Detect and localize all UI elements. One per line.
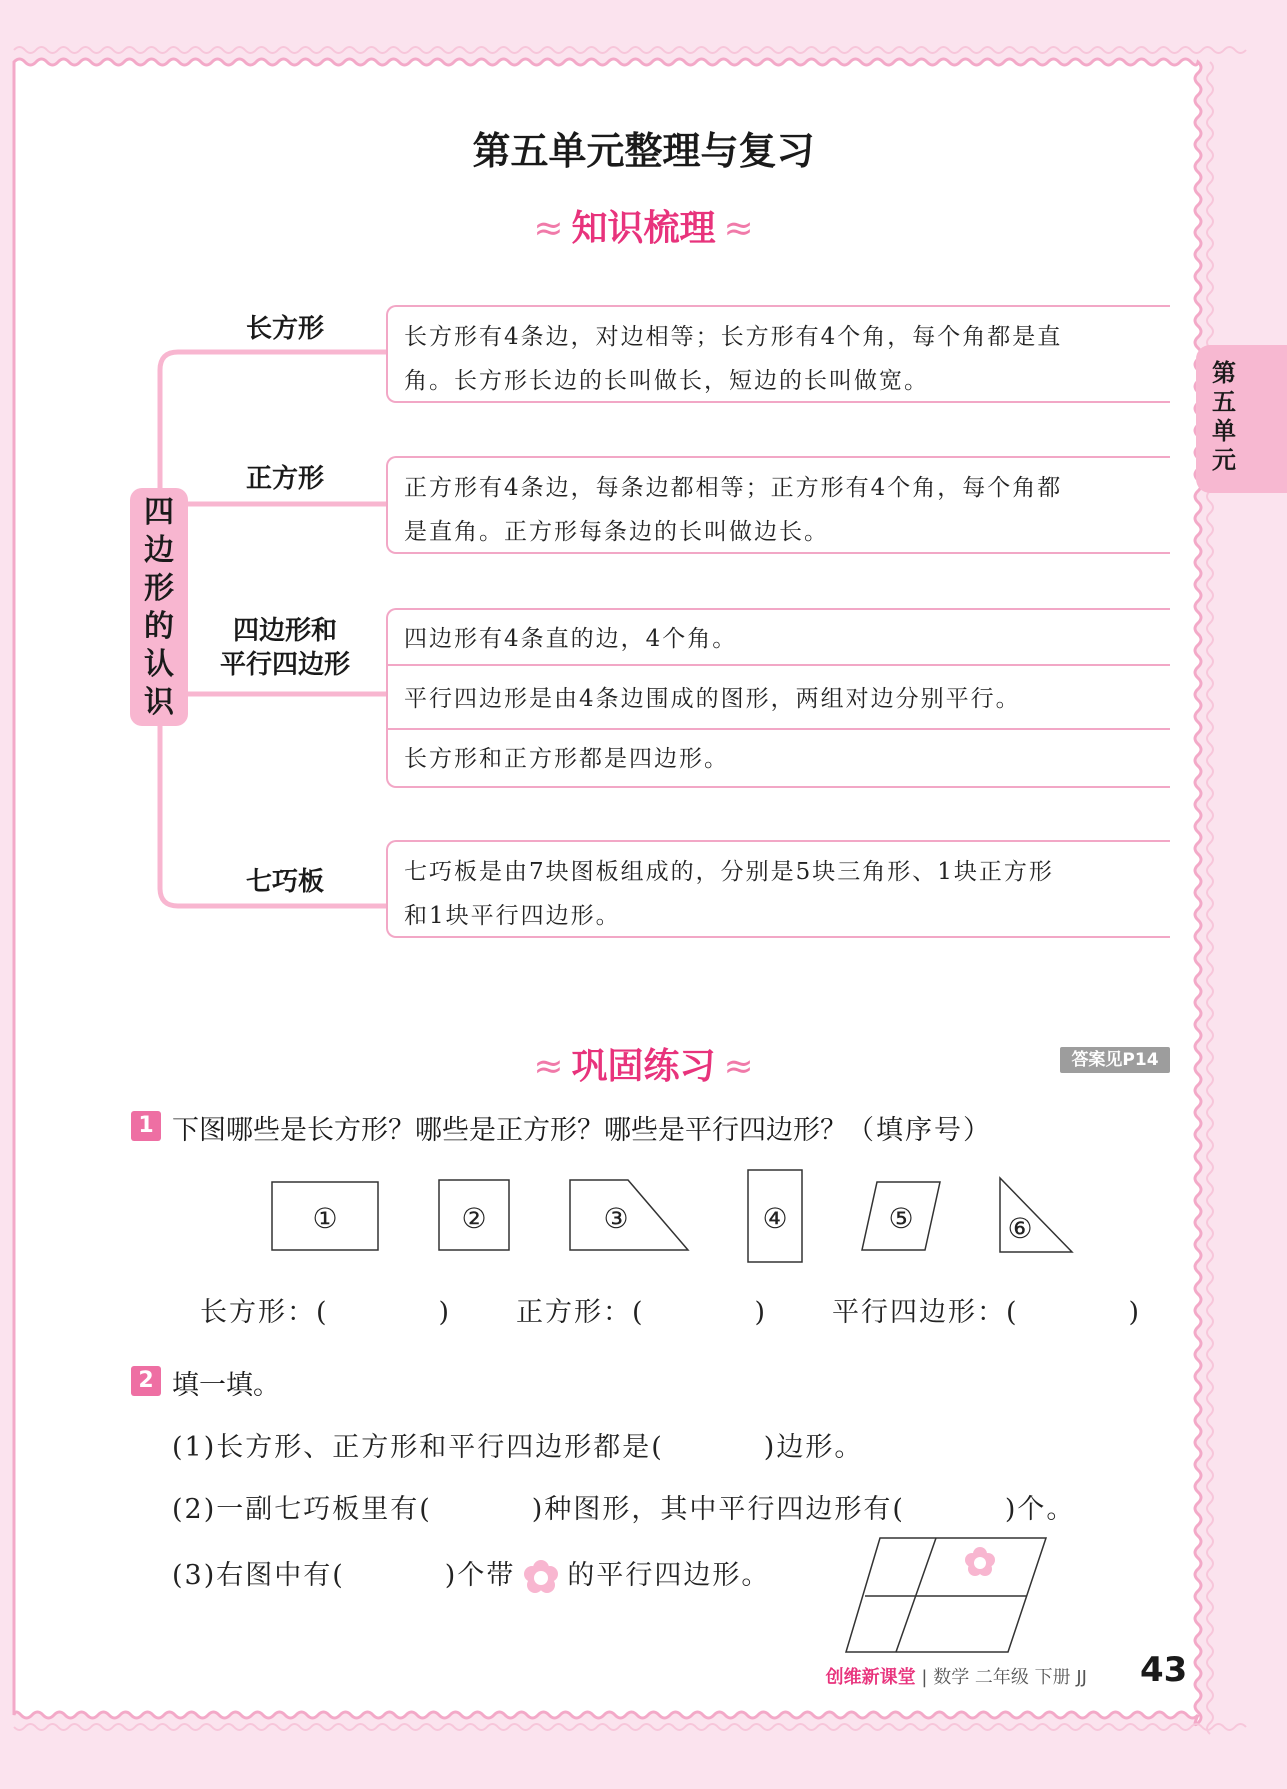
item-text: 的平行四边形。 [567, 1560, 771, 1591]
label-line: 四边形和 [232, 616, 337, 646]
text-line: 长方形有4条边，对边相等；长方形有4个角，每个角都是直 [404, 324, 1063, 350]
answer-close: ) [1128, 1297, 1142, 1328]
page-number: 43 [1140, 1650, 1188, 1690]
branch-box-square [386, 456, 1170, 554]
answer-rectangle [200, 1290, 451, 1329]
shape-6-triangle [1000, 1178, 1072, 1252]
answer-close: ) [438, 1297, 452, 1328]
item-text: (1)长方形、正方形和平行四边形都是( [172, 1432, 664, 1463]
shape-1-rectangle [272, 1182, 378, 1250]
branch-label-square: 正方形 [245, 464, 324, 494]
answer-square [516, 1290, 767, 1329]
branch-text-square [404, 466, 1166, 554]
wave-left-icon: ≈ [533, 208, 564, 249]
answer-parallelogram [832, 1290, 1141, 1329]
branch-box-tangram [386, 840, 1170, 938]
question-2-item-2 [172, 1487, 1075, 1526]
shape-label: ④ [762, 1202, 788, 1235]
wave-left-icon: ≈ [533, 1046, 564, 1087]
question-2-text: 填一填。 [172, 1370, 280, 1401]
branch-text-tangram [404, 850, 1166, 938]
shape-2-square [439, 1180, 509, 1250]
answer-reference-badge: 答案见P14 [1060, 1047, 1170, 1073]
footer-text [826, 1663, 1087, 1689]
answer-label: 长方形：( [200, 1297, 329, 1328]
shape-5-parallelogram [862, 1182, 940, 1250]
text-line: 和1块平行四边形。 [404, 903, 621, 929]
branch-label-quadrilateral [200, 614, 370, 682]
footer-book-info: 数学 二年级 下册 JJ [933, 1667, 1087, 1688]
flower-icon [521, 1557, 561, 1597]
item-text: )个。 [1004, 1494, 1076, 1525]
unit-side-tab-label: 第五单元 [1212, 359, 1236, 474]
question-number-2: 2 [131, 1366, 161, 1396]
page-title: 第五单元整理与复习 [472, 129, 815, 173]
question-1-text [172, 1108, 992, 1147]
item-text: (2)一副七巧板里有( [172, 1494, 432, 1525]
shape-label: ① [312, 1202, 338, 1235]
item-text: (3)右图中有( [172, 1560, 345, 1591]
text-line: 角。长方形长边的长叫做长，短边的长叫做宽。 [404, 368, 929, 394]
branch-label-rectangle: 长方形 [245, 314, 324, 344]
text-line: 七巧板是由7块图板组成的，分别是5块三角形、1块正方形 [404, 859, 1054, 885]
branch-row-1: 四边形有4条直的边，4个角。 [404, 626, 738, 652]
branch-row-3: 长方形和正方形都是四边形。 [404, 746, 729, 772]
wave-right-icon: ≈ [723, 1046, 754, 1087]
branch-row-2: 平行四边形是由4条边围成的图形，两组对边分别平行。 [404, 686, 1021, 712]
shape-4-rectangle [748, 1170, 802, 1262]
row-divider [388, 664, 1170, 666]
section-title: 巩固练习 [571, 1046, 716, 1087]
shape-figures [0, 1160, 1287, 1280]
flower-icon [965, 1547, 995, 1576]
row-divider [388, 728, 1170, 730]
answer-close: ) [754, 1297, 768, 1328]
parallelogram-figure [840, 1530, 1060, 1660]
branch-text-rectangle [404, 315, 1166, 403]
footer-brand: 创维新课堂 [825, 1667, 916, 1688]
answer-label: 平行四边形：( [832, 1297, 1019, 1328]
item-text: )边形。 [763, 1432, 864, 1463]
text-line: 是直角。正方形每条边的长叫做边长。 [404, 519, 829, 545]
question-text: 下图哪些是长方形？哪些是正方形？哪些是平行四边形？ [172, 1115, 847, 1146]
item-text: )个带 [444, 1560, 516, 1591]
shape-label: ⑥ [1007, 1212, 1033, 1245]
text-line: 正方形有4条边，每条边都相等；正方形有4个角，每个角都 [404, 475, 1063, 501]
branch-box-quadrilateral [386, 608, 1170, 788]
label-line: 平行四边形 [219, 650, 350, 680]
question-2-item-3 [172, 1553, 770, 1597]
branch-box-rectangle [386, 305, 1170, 403]
shape-3-trapezoid [570, 1180, 688, 1250]
shape-label: ③ [603, 1202, 629, 1235]
question-2-item-1 [172, 1425, 863, 1464]
shape-label: ⑤ [888, 1202, 914, 1235]
question-hint: （填序号） [847, 1115, 992, 1146]
shape-label: ② [461, 1202, 487, 1235]
answer-label: 正方形：( [516, 1297, 645, 1328]
item-text: )种图形，其中平行四边形有( [531, 1494, 905, 1525]
mindmap-root-label: 四边形的认识 [144, 495, 174, 720]
question-number-1: 1 [131, 1111, 161, 1141]
mindmap-root [130, 488, 188, 726]
wave-right-icon: ≈ [723, 208, 754, 249]
section-title: 知识梳理 [571, 208, 716, 249]
footer-separator: | [921, 1667, 928, 1688]
branch-label-tangram: 七巧板 [245, 867, 324, 897]
